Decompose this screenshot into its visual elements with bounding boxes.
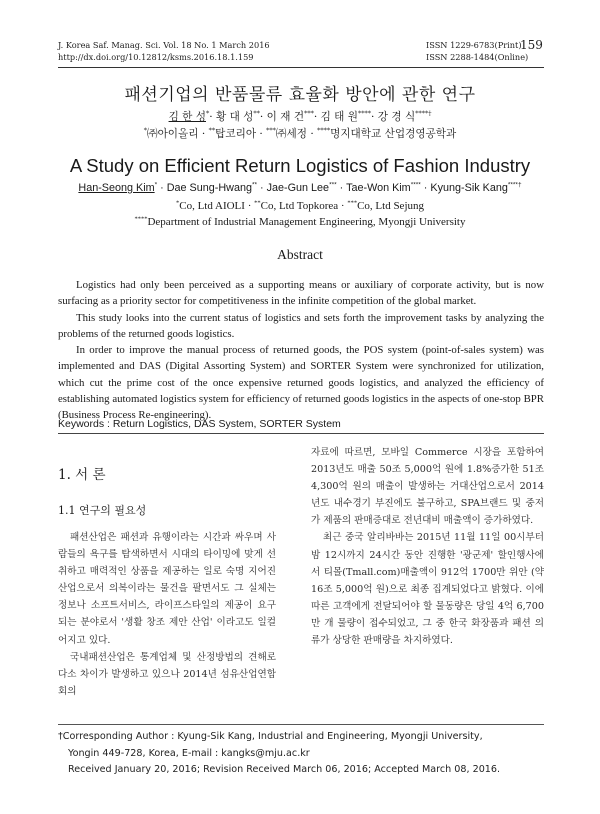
page-number: 159 (520, 38, 543, 52)
body-paragraph: 패션산업은 패션과 유행이라는 시간과 싸우며 사람들의 욕구를 탐색하면서 시대의 타이밍에 맞게 선취하고 매력적인 상품을 제공하는 일로 숙명 지어진 산업으로서 의복이라는 물건을 팔면서도 그 실체는 정보나 소프트서비스, 라이프스타일의 제공이 요구되는 분야로서 '생활 창조 제안 산업' 이라고도 일컬어지고 있다. (58, 532, 276, 646)
body-paragraph: 자료에 따르면, 모바일 Commerce 시장을 포함하여 2013년도 매출 50조 5,000억 원에 1.8%증가한 51조 4,300억 원의 매출이 발생하는 거대산업으로서 2014년도 내수경기 부진에도 불구하고, SPA브랜드 및 중저가 제품의 판매증대로 전년대비 매출액이 증가하였다. (311, 447, 544, 527)
keywords: Keywords : Return Logistics, DAS System, SORTER System (58, 418, 341, 430)
right-column-text (311, 444, 544, 649)
korean-title: 패션기업의 반품물류 효율화 방안에 관한 연구 (124, 85, 476, 105)
corresponding-author: †Corresponding Author : Kyung-Sik Kang, Industrial and Engineering, Myongji University, (58, 731, 483, 742)
body-paragraph: 최근 중국 알리바바는 2015년 11월 11일 00시부터 밤 12시까지 24시간 동안 진행한 '광군제' 할인행사에서 티몰(Tmall.com)매출액이 912억 1700만 위안 (약 16조 5,000억 원)으로 최종 집계되었다고 밝혔다. 이에 따른 고객에게 전달되어야 할 물동량은 당일 4억 6,700만 개 물량이 접수되었고, 그 중 한국 화장품과 패션 의류가 상당한 판매량을 차지하였다. (311, 532, 544, 647)
left-column-text (58, 529, 276, 700)
doi-link[interactable]: http://dx.doi.org/10.12812/ksms.2016.18.1.159 (58, 52, 254, 62)
footnote (58, 729, 548, 779)
journal-line: J. Korea Saf. Manag. Sci. Vol. 18 No. 1 March 2016 (58, 40, 270, 50)
abstract-heading: Abstract (277, 247, 323, 262)
abstract-paragraph: Logistics had only been perceived as a supporting means or auxiliary of corporate activity, but is now surfacing as a priority sector for competitiveness in the infinite competition of the global market. (58, 279, 544, 308)
section-heading: 1. 서 론 (58, 467, 106, 483)
body-paragraph: 국내패션산업은 통계업체 및 산정방법의 견해로 다소 차이가 발생하고 있으나 2014년 섬유산업연합회의 (58, 651, 276, 697)
korean-author-1: 김 한 성 (168, 111, 206, 123)
english-authors: Han-Seong Kim* · Dae Sung-Hwang** · Jae-Gun Lee*** · Tae-Won Kim**** · Kyung-Sik Kang****† (78, 181, 522, 194)
abstract-body (58, 277, 544, 424)
korean-affiliations: *㈜아이올리 · **탑코리아 · ***㈜세정 · ****명지대학교 산업경영공학과 (143, 126, 457, 140)
footnote-rule (58, 724, 544, 725)
abstract-paragraph: In order to improve the manual process of returned goods, the POS system (point-of-sales system) was implemented and DAS (Digital Assorting System) and SORTER System were synchronized for utilization, which cut the prime cost of the once expensive returned goods logistics, and analyzed the efficiency of establishing automated logistics system for efficiency of returned goods logistics in the aspects of one-stop BPR (Business Process Re-engineering). (58, 344, 544, 422)
received-dates: Received January 20, 2016; Revision Received March 06, 2016; Accepted March 08, 2016. (68, 764, 501, 775)
subsection-heading: 1.1 연구의 필요성 (58, 504, 147, 517)
issn-online: ISSN 2288-1484(Online) (426, 52, 529, 62)
issn-print: ISSN 1229-6783(Print) (426, 40, 522, 50)
abstract-rule (58, 433, 544, 434)
english-title: A Study on Efficient Return Logistics of Fashion Industry (69, 155, 531, 176)
author-address: Yongin 449-728, Korea, E-mail : kangks@mju.ac.kr (68, 747, 310, 759)
header-rule (58, 67, 544, 68)
abstract-paragraph: This study looks into the current status of logistics and sets forth the improvement tasks by analyzing the problems of the returned goods logistics. (58, 311, 544, 340)
english-affiliations-1: *Co, Ltd AIOLI · **Co, Ltd Topkorea · ***Co, Ltd Sejung (176, 199, 424, 212)
english-affiliations-2: ****Department of Industrial Management Engineering, Myongji University (134, 215, 466, 228)
english-author-1: Han-Seong Kim (78, 182, 155, 194)
korean-authors: 김 한 성*· 황 대 성**· 이 재 건***· 김 태 원****· 강 경 식****† (168, 109, 432, 123)
